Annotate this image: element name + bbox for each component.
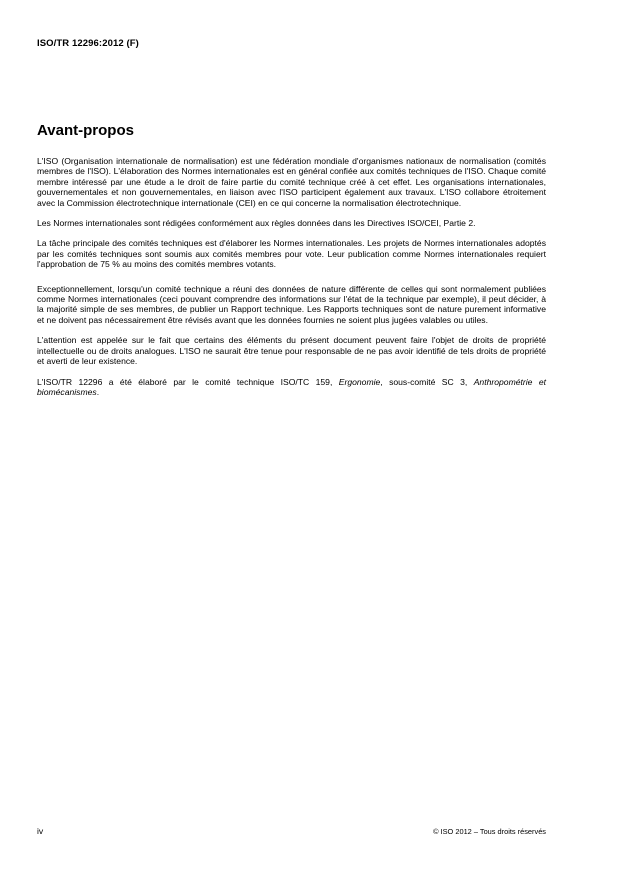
page-number: iv — [37, 826, 44, 836]
paragraph-directives: Les Normes internationales sont rédigées conformément aux règles données dans les Directives ISO/CEI, Partie 2. — [37, 218, 476, 229]
copyright-notice: © ISO 2012 – Tous droits réservés — [433, 827, 546, 836]
paragraph-technical-reports: Exceptionnellement, lorsqu'un comité technique a réuni des données de nature différente de celles qui sont normalement publiées comme Normes internationales (ceci pouvant comprendre des informations sur l'état de la technique par exemple), il peut décider, à la majorité simple de ses membres, de publier un Rapport technique. Les Rapports techniques sont de nature purement informative et ne doivent pas nécessairement être révisés avant que les données fournies ne soient plus jugées valables ou utiles. — [37, 283, 546, 325]
paragraph-technical-committees: La tâche principale des comités techniques est d'élaborer les Normes internationales. Les projets de Normes internationales adoptés par les comités techniques sont soumis aux comités membres pour vote. Leur publication comme Normes internationales requiert l'approbation de 75 % au moins des comités membres votants. — [37, 238, 546, 270]
preparation-text-start: L'ISO/TR 12296 a été élaboré par le comité technique ISO/TC 159, — [37, 376, 339, 387]
committee-name: Ergonomie — [338, 376, 381, 387]
preparation-text-end: . — [96, 386, 100, 397]
section-title: Avant-propos — [37, 122, 134, 139]
document-id: ISO/TR 12296:2012 (F) — [37, 38, 139, 49]
paragraph-iso-overview: L'ISO (Organisation internationale de normalisation) est une fédération mondiale d'organismes nationaux de normalisation (comités membres de l'ISO). L'élaboration des Normes internationales est en général confiée aux comités techniques de l'ISO. Chaque comité membre intéressé par une étude a le droit de faire partie du comité technique créé à cet effet. Les organisations internationales, gouvernementales et non gouvernementales, en liaison avec l'ISO participent également aux travaux. L'ISO collabore étroitement avec la Commission électrotechnique internationale (CEI) en ce qui concerne la normalisation électrotechnique. — [37, 156, 546, 208]
paragraph-patent-rights: L'attention est appelée sur le fait que certains des éléments du présent document peuvent faire l'objet de droits de propriété intellectuelle ou de droits analogues. L'ISO ne saurait être tenue pour responsable de ne pas avoir identifié de tels droits de propriété et averti de leur existence. — [37, 335, 546, 367]
subcommittee-name: Anthropométrie et biomécanismes — [37, 376, 547, 397]
preparation-text-middle: , sous-comité SC 3, — [380, 376, 474, 387]
foreword-body — [37, 156, 546, 407]
paragraph-preparation — [37, 377, 546, 398]
